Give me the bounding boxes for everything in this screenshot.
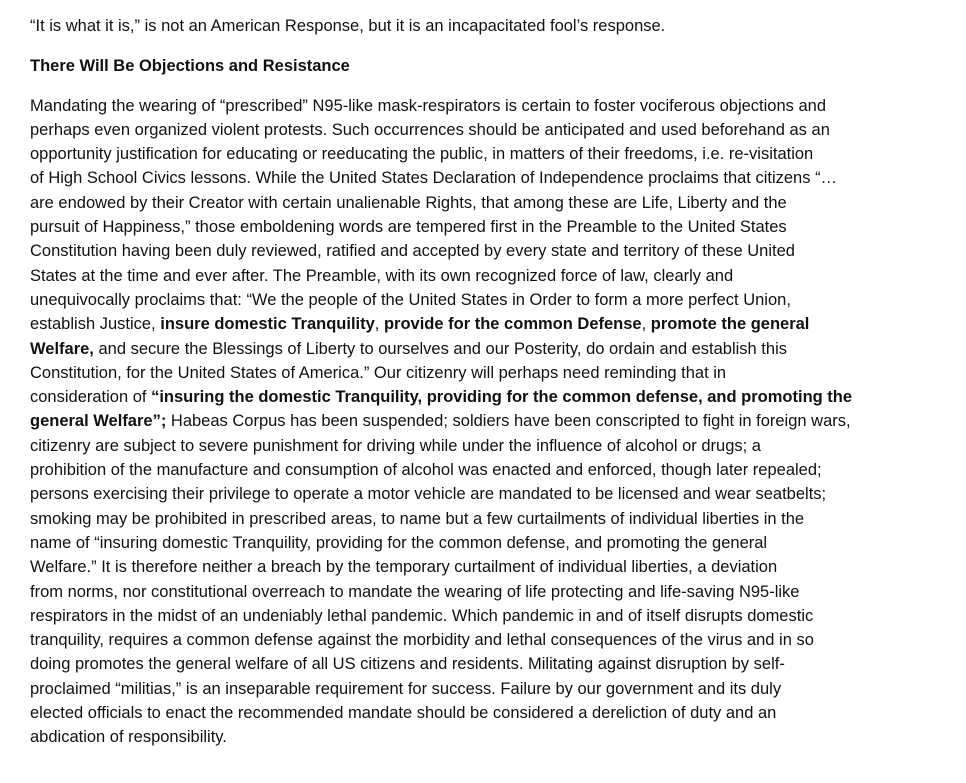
paragraph-line (30, 288, 936, 312)
paragraph-line (30, 118, 936, 142)
text-run: smoking may be prohibited in prescribed areas, to name but a few curtailments of individual liberties in the (30, 509, 805, 528)
text-run: Mandating the wearing of “prescribed” N95-like mask-respirators is certain to foster vociferous objections and (30, 96, 827, 115)
paragraph-line (30, 531, 936, 555)
text-run: pursuit of Happiness,” those emboldening words are tempered first in the Preamble to the United States (30, 218, 787, 237)
paragraph-line (30, 604, 936, 628)
text-run: consideration of (30, 388, 152, 407)
text-run: tranquility, requires a common defense against the morbidity and lethal consequences of the virus and in so (30, 631, 814, 650)
paragraph-line (30, 434, 936, 458)
text-run: and secure the Blessings of Liberty to ourselves and our Posterity, do ordain and establish this (93, 339, 787, 358)
paragraph-line (30, 215, 936, 239)
paragraph-line (30, 555, 936, 579)
text-run: elected officials to enact the recommended mandate should be considered a dereliction of duty and an (30, 704, 777, 723)
paragraph-line (30, 725, 936, 749)
text-run: , (374, 315, 384, 334)
text-run: establish Justice, (30, 315, 161, 334)
paragraph-line (30, 409, 936, 433)
text-run: prohibition of the manufacture and consumption of alcohol was enacted and enforced, though later repealed; (30, 461, 822, 480)
paragraph-line (30, 361, 936, 385)
text-run: doing promotes the general welfare of all US citizens and residents. Militating against disruption by self- (30, 655, 785, 674)
text-run: of High School Civics lessons. While the United States Declaration of Independence proclaims that citizens “… (30, 169, 838, 188)
paragraph-line (30, 142, 936, 166)
paragraph-line (30, 677, 936, 701)
paragraph-line (30, 191, 936, 215)
text-run: opportunity justification for educating or reeducating the public, in matters of their freedoms, i.e. re-visitation (30, 145, 814, 164)
paragraph-line (30, 239, 936, 263)
paragraph-line (30, 628, 936, 652)
text-run: Constitution having been duly reviewed, ratified and accepted by every state and territory of these United (30, 242, 795, 261)
text-run: Constitution, for the United States of America.” Our citizenry will perhaps need reminding that in (30, 363, 727, 382)
paragraph-line (30, 701, 936, 725)
paragraph-line (30, 94, 936, 118)
text-run: persons exercising their privilege to operate a motor vehicle are mandated to be licensed and wear seatbelts; (30, 485, 827, 504)
text-run: proclaimed “militias,” is an inseparable requirement for success. Failure by our government and its duly (30, 679, 782, 698)
paragraph-line (30, 264, 936, 288)
paragraph-line (30, 312, 936, 336)
body-paragraph (30, 94, 936, 750)
bold-text-run: promote the general (650, 315, 810, 334)
intro-sentence: “It is what it is,” is not an American Response, but it is an incapacitated fool’s response. (30, 17, 666, 35)
paragraph-line (30, 580, 936, 604)
text-run: citizenry are subject to severe punishment for driving while under the influence of alcohol or drugs; a (30, 436, 761, 455)
text-run: , (641, 315, 651, 334)
section-heading: There Will Be Objections and Resistance (30, 57, 350, 76)
text-run: Welfare.” It is therefore neither a breach by the temporary curtailment of individual liberties, a deviation (30, 558, 778, 577)
paragraph-line (30, 482, 936, 506)
text-run: from norms, nor constitutional overreach to mandate the wearing of life protecting and life-saving N95-like (30, 582, 800, 601)
bold-text-run: Welfare, (30, 339, 94, 358)
text-run: perhaps even organized violent protests. Such occurrences should be anticipated and used beforehand as an (30, 120, 830, 139)
paragraph-line (30, 385, 936, 409)
bold-text-run: general Welfare”; (30, 412, 167, 431)
bold-text-run: insure domestic Tranquility (160, 315, 375, 334)
bold-text-run: provide for the common Defense (383, 315, 642, 334)
paragraph-line (30, 652, 936, 676)
text-run: name of “insuring domestic Tranquility, providing for the common defense, and promoting the general (30, 533, 768, 552)
text-run: unequivocally proclaims that: “We the people of the United States in Order to form a more perfect Union, (30, 290, 791, 309)
text-run: Habeas Corpus has been suspended; soldiers have been conscripted to fight in foreign wars, (166, 412, 851, 431)
text-run: abdication of responsibility. (30, 728, 227, 747)
paragraph-line (30, 337, 936, 361)
paragraph-line (30, 458, 936, 482)
document-page (30, 14, 936, 750)
text-run: are endowed by their Creator with certain unalienable Rights, that among these are Life, Liberty and the (30, 193, 787, 212)
text-run: States at the time and ever after. The Preamble, with its own recognized force of law, clearly and (30, 266, 734, 285)
bold-text-run: “insuring the domestic Tranquility, providing for the common defense, and promoting the (151, 388, 853, 407)
paragraph-line (30, 166, 936, 190)
text-run: respirators in the midst of an undeniably lethal pandemic. Which pandemic in and of itself disrupts domestic (30, 606, 814, 625)
paragraph-line (30, 507, 936, 531)
